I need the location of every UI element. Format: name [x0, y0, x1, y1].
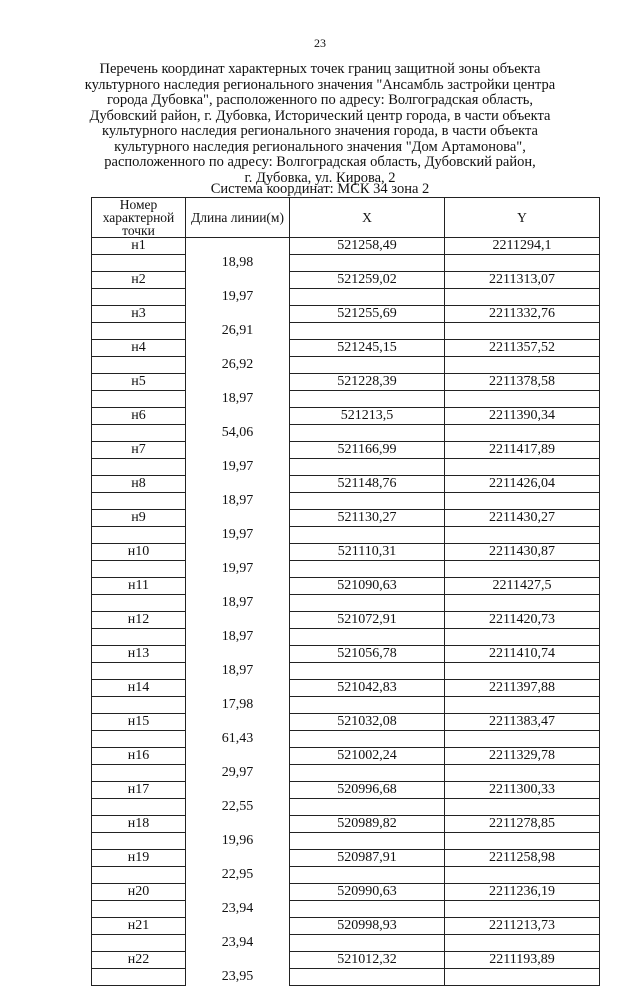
point-number-cell: н11 [92, 578, 186, 595]
table-row [92, 323, 600, 340]
x-coordinate-cell: 521148,76 [290, 476, 445, 493]
header-point-number: Номер характерной точки [92, 198, 186, 238]
point-number-cell-empty [92, 663, 186, 680]
header-line-length: Длина линии(м) [186, 198, 290, 238]
table-row [92, 663, 600, 680]
table-row [92, 833, 600, 850]
y-coordinate-cell-empty [445, 459, 600, 476]
length-cell-empty [186, 544, 290, 561]
table-row [92, 714, 600, 731]
point-number-cell: н16 [92, 748, 186, 765]
x-coordinate-cell-empty [290, 935, 445, 952]
y-coordinate-cell: 2211427,5 [445, 578, 600, 595]
x-coordinate-cell-empty [290, 357, 445, 374]
y-coordinate-cell-empty [445, 969, 600, 986]
line-length-cell: 19,97 [186, 561, 290, 578]
line-length-cell: 18,98 [186, 255, 290, 272]
point-number-cell: н7 [92, 442, 186, 459]
y-coordinate-cell: 2211410,74 [445, 646, 600, 663]
line-length-cell: 19,97 [186, 289, 290, 306]
y-coordinate-cell-empty [445, 527, 600, 544]
length-cell-empty [186, 306, 290, 323]
length-cell-empty [186, 918, 290, 935]
point-number-cell-empty [92, 901, 186, 918]
table-row [92, 442, 600, 459]
table-row [92, 374, 600, 391]
line-length-cell: 23,94 [186, 935, 290, 952]
line-length-cell: 23,94 [186, 901, 290, 918]
point-number-cell-empty [92, 595, 186, 612]
y-coordinate-cell-empty [445, 935, 600, 952]
table-row [92, 595, 600, 612]
x-coordinate-cell: 521259,02 [290, 272, 445, 289]
point-number-cell: н18 [92, 816, 186, 833]
table-row [92, 646, 600, 663]
point-number-cell: н10 [92, 544, 186, 561]
table-row [92, 680, 600, 697]
title-line: Дубовский район, г. Дубовка, Исторический центр города, в части объекта [89, 107, 551, 124]
point-number-cell: н14 [92, 680, 186, 697]
table-row [92, 238, 600, 255]
title-line: Перечень координат характерных точек границ защитной зоны объекта [99, 61, 541, 77]
point-number-cell-empty [92, 697, 186, 714]
table-row [92, 952, 600, 969]
y-coordinate-cell: 2211390,34 [445, 408, 600, 425]
y-coordinate-cell: 2211193,89 [445, 952, 600, 969]
point-number-cell: н9 [92, 510, 186, 527]
y-coordinate-cell: 2211294,1 [445, 238, 600, 255]
line-length-cell: 54,06 [186, 425, 290, 442]
line-length-cell: 22,55 [186, 799, 290, 816]
table-row [92, 255, 600, 272]
y-coordinate-cell: 2211332,76 [445, 306, 600, 323]
table-row [92, 731, 600, 748]
x-coordinate-cell: 520989,82 [290, 816, 445, 833]
line-length-cell: 26,91 [186, 323, 290, 340]
x-coordinate-cell: 521032,08 [290, 714, 445, 731]
point-number-cell: н5 [92, 374, 186, 391]
title-line: г. Дубовка, ул. Кирова, 2 [244, 169, 396, 186]
point-number-cell-empty [92, 765, 186, 782]
y-coordinate-cell-empty [445, 289, 600, 306]
y-coordinate-cell-empty [445, 697, 600, 714]
table-row [92, 748, 600, 765]
table-row [92, 629, 600, 646]
length-cell-empty [186, 340, 290, 357]
y-coordinate-cell: 2211236,19 [445, 884, 600, 901]
x-coordinate-cell: 521072,91 [290, 612, 445, 629]
y-coordinate-cell: 2211417,89 [445, 442, 600, 459]
x-coordinate-cell: 520990,63 [290, 884, 445, 901]
length-cell-empty [186, 748, 290, 765]
point-number-cell: н1 [92, 238, 186, 255]
y-coordinate-cell-empty [445, 799, 600, 816]
y-coordinate-cell: 2211278,85 [445, 816, 600, 833]
line-length-cell: 18,97 [186, 629, 290, 646]
x-coordinate-cell-empty [290, 867, 445, 884]
length-cell-empty [186, 850, 290, 867]
x-coordinate-cell-empty [290, 595, 445, 612]
table-row [92, 289, 600, 306]
length-cell-empty [186, 408, 290, 425]
point-number-cell-empty [92, 323, 186, 340]
x-coordinate-cell-empty [290, 833, 445, 850]
table-row [92, 340, 600, 357]
y-coordinate-cell-empty [445, 391, 600, 408]
table-row [92, 306, 600, 323]
x-coordinate-cell: 520987,91 [290, 850, 445, 867]
table-row [92, 272, 600, 289]
point-number-cell-empty [92, 799, 186, 816]
point-number-cell: н20 [92, 884, 186, 901]
table-row [92, 901, 600, 918]
table-row [92, 561, 600, 578]
line-length-cell: 61,43 [186, 731, 290, 748]
y-coordinate-cell: 2211313,07 [445, 272, 600, 289]
y-coordinate-cell: 2211300,33 [445, 782, 600, 799]
x-coordinate-cell-empty [290, 901, 445, 918]
y-coordinate-cell-empty [445, 901, 600, 918]
point-number-cell: н3 [92, 306, 186, 323]
y-coordinate-cell-empty [445, 867, 600, 884]
length-cell-empty [186, 272, 290, 289]
x-coordinate-cell: 521245,15 [290, 340, 445, 357]
y-coordinate-cell: 2211258,98 [445, 850, 600, 867]
point-number-cell: н8 [92, 476, 186, 493]
page-number: 23 [314, 36, 326, 50]
length-cell-empty [186, 884, 290, 901]
length-cell-empty [186, 646, 290, 663]
title-line: культурного наследия регионального значения "Ансамбль застройки центра [84, 76, 556, 93]
x-coordinate-cell: 521042,83 [290, 680, 445, 697]
point-number-cell-empty [92, 459, 186, 476]
x-coordinate-cell: 520996,68 [290, 782, 445, 799]
x-coordinate-cell-empty [290, 391, 445, 408]
point-number-cell: н21 [92, 918, 186, 935]
x-coordinate-cell-empty [290, 289, 445, 306]
y-coordinate-cell: 2211213,73 [445, 918, 600, 935]
y-coordinate-cell-empty [445, 765, 600, 782]
y-coordinate-cell: 2211329,78 [445, 748, 600, 765]
point-number-cell-empty [92, 425, 186, 442]
x-coordinate-cell: 521228,39 [290, 374, 445, 391]
x-coordinate-cell: 521090,63 [290, 578, 445, 595]
point-number-cell: н12 [92, 612, 186, 629]
length-cell-empty [186, 476, 290, 493]
table-row [92, 510, 600, 527]
point-number-cell: н15 [92, 714, 186, 731]
table-row [92, 884, 600, 901]
table-row [92, 357, 600, 374]
point-number-cell-empty [92, 561, 186, 578]
x-coordinate-cell-empty [290, 425, 445, 442]
x-coordinate-cell-empty [290, 255, 445, 272]
length-cell-empty [186, 816, 290, 833]
y-coordinate-cell: 2211430,87 [445, 544, 600, 561]
point-number-cell-empty [92, 731, 186, 748]
point-number-cell: н22 [92, 952, 186, 969]
x-coordinate-cell: 521110,31 [290, 544, 445, 561]
x-coordinate-cell-empty [290, 731, 445, 748]
y-coordinate-cell: 2211378,58 [445, 374, 600, 391]
x-coordinate-cell: 521012,32 [290, 952, 445, 969]
line-length-cell: 18,97 [186, 391, 290, 408]
point-number-cell: н17 [92, 782, 186, 799]
y-coordinate-cell-empty [445, 357, 600, 374]
x-coordinate-cell-empty [290, 493, 445, 510]
point-number-cell: н19 [92, 850, 186, 867]
title-line: города Дубовка", расположенного по адресу: Волгоградская область, [107, 92, 533, 108]
x-coordinate-cell: 520998,93 [290, 918, 445, 935]
point-number-cell-empty [92, 935, 186, 952]
line-length-cell: 23,95 [186, 969, 290, 986]
table-row [92, 765, 600, 782]
y-coordinate-cell: 2211430,27 [445, 510, 600, 527]
line-length-cell: 22,95 [186, 867, 290, 884]
point-number-cell-empty [92, 833, 186, 850]
x-coordinate-cell: 521213,5 [290, 408, 445, 425]
point-number-cell-empty [92, 493, 186, 510]
table-row [92, 969, 600, 986]
point-number-cell: н13 [92, 646, 186, 663]
header-y: Y [445, 198, 600, 238]
y-coordinate-cell-empty [445, 595, 600, 612]
length-cell-empty [186, 442, 290, 459]
x-coordinate-cell-empty [290, 697, 445, 714]
point-number-cell-empty [92, 527, 186, 544]
table-row [92, 476, 600, 493]
x-coordinate-cell-empty [290, 323, 445, 340]
x-coordinate-cell-empty [290, 765, 445, 782]
x-coordinate-cell: 521255,69 [290, 306, 445, 323]
coordinates-table [91, 197, 600, 986]
y-coordinate-cell: 2211397,88 [445, 680, 600, 697]
x-coordinate-cell: 521130,27 [290, 510, 445, 527]
title-line: культурного наследия регионального значения "Дом Артамонова", [114, 138, 526, 155]
point-number-cell: н2 [92, 272, 186, 289]
y-coordinate-cell: 2211420,73 [445, 612, 600, 629]
y-coordinate-cell-empty [445, 493, 600, 510]
table-row [92, 612, 600, 629]
point-number-cell-empty [92, 867, 186, 884]
point-number-cell-empty [92, 289, 186, 306]
coordinates-table-body [92, 238, 600, 986]
length-cell-empty [186, 782, 290, 799]
x-coordinate-cell: 521166,99 [290, 442, 445, 459]
table-row [92, 867, 600, 884]
coordinate-system-label: Система координат: МСК 34 зона 2 [210, 181, 430, 197]
length-cell-empty [186, 714, 290, 731]
y-coordinate-cell-empty [445, 833, 600, 850]
line-length-cell: 29,97 [186, 765, 290, 782]
y-coordinate-cell: 2211383,47 [445, 714, 600, 731]
point-number-cell-empty [92, 629, 186, 646]
x-coordinate-cell: 521258,49 [290, 238, 445, 255]
table-row [92, 697, 600, 714]
table-row [92, 544, 600, 561]
x-coordinate-cell-empty [290, 969, 445, 986]
table-row [92, 782, 600, 799]
table-row [92, 459, 600, 476]
length-cell-empty [186, 578, 290, 595]
x-coordinate-cell-empty [290, 459, 445, 476]
length-cell-empty [186, 374, 290, 391]
line-length-cell: 19,96 [186, 833, 290, 850]
table-row [92, 527, 600, 544]
length-cell-empty [186, 952, 290, 969]
point-number-cell: н4 [92, 340, 186, 357]
table-row [92, 408, 600, 425]
x-coordinate-cell-empty [290, 663, 445, 680]
point-number-cell: н6 [92, 408, 186, 425]
length-cell-empty [186, 510, 290, 527]
point-number-cell-empty [92, 969, 186, 986]
line-length-cell: 18,97 [186, 493, 290, 510]
x-coordinate-cell: 521002,24 [290, 748, 445, 765]
length-cell-empty [186, 238, 290, 255]
y-coordinate-cell-empty [445, 323, 600, 340]
length-cell-empty [186, 680, 290, 697]
title-line: культурного наследия регионального значения города, в части объекта [102, 123, 538, 139]
table-row [92, 850, 600, 867]
table-row [92, 578, 600, 595]
y-coordinate-cell-empty [445, 255, 600, 272]
table-row [92, 391, 600, 408]
y-coordinate-cell-empty [445, 561, 600, 578]
length-cell-empty [186, 612, 290, 629]
table-row [92, 425, 600, 442]
point-number-cell-empty [92, 255, 186, 272]
line-length-cell: 17,98 [186, 697, 290, 714]
line-length-cell: 19,97 [186, 527, 290, 544]
y-coordinate-cell-empty [445, 629, 600, 646]
point-number-cell-empty [92, 391, 186, 408]
table-row [92, 935, 600, 952]
title-line: расположенного по адресу: Волгоградская область, Дубовский район, [104, 154, 536, 170]
x-coordinate-cell-empty [290, 799, 445, 816]
line-length-cell: 19,97 [186, 459, 290, 476]
table-row [92, 493, 600, 510]
line-length-cell: 26,92 [186, 357, 290, 374]
y-coordinate-cell-empty [445, 425, 600, 442]
x-coordinate-cell-empty [290, 527, 445, 544]
table-row [92, 799, 600, 816]
y-coordinate-cell-empty [445, 663, 600, 680]
table-row [92, 918, 600, 935]
y-coordinate-cell: 2211357,52 [445, 340, 600, 357]
x-coordinate-cell: 521056,78 [290, 646, 445, 663]
table-row [92, 816, 600, 833]
y-coordinate-cell-empty [445, 731, 600, 748]
y-coordinate-cell: 2211426,04 [445, 476, 600, 493]
x-coordinate-cell-empty [290, 561, 445, 578]
header-x: X [290, 198, 445, 238]
line-length-cell: 18,97 [186, 663, 290, 680]
line-length-cell: 18,97 [186, 595, 290, 612]
point-number-cell-empty [92, 357, 186, 374]
document-title [80, 62, 560, 186]
x-coordinate-cell-empty [290, 629, 445, 646]
